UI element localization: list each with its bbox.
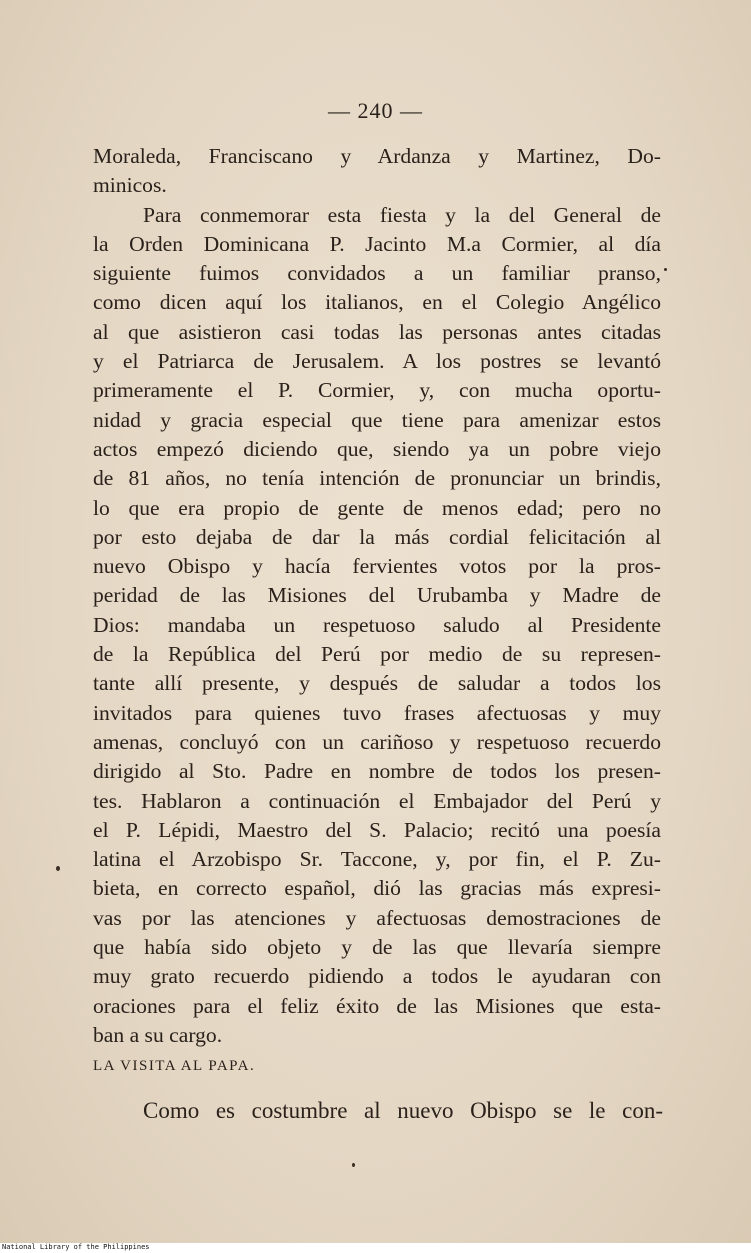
text-line: como dicen aquí los italianos, en el Colegio Angélico <box>93 290 661 315</box>
text-line: lo que era propio de gente de menos edad; pero no <box>93 495 661 520</box>
footer-text: National Library of the Philippines <box>2 1243 150 1251</box>
text-line: Para conmemorar esta fiesta y la del General de <box>143 202 661 227</box>
text-line: nidad y gracia especial que tiene para amenizar estos <box>93 407 661 432</box>
text-line: actos empezó diciendo que, siendo ya un pobre viejo <box>93 436 661 461</box>
text-line: la Orden Dominicana P. Jacinto M.a Cormier, al día <box>93 231 661 256</box>
page-number: — 240 — <box>328 98 423 123</box>
text-line: latina el Arzobispo Sr. Taccone, y, por fin, el P. Zu- <box>93 847 661 872</box>
text-line: Moraleda, Franciscano y Ardanza y Martinez, Do- <box>93 144 661 168</box>
text-line: por esto dejaba de dar la más cordial felicitación al <box>93 524 661 549</box>
section-first-line: Como es costumbre al nuevo Obispo se le con- <box>143 1098 663 1123</box>
body-text <box>93 142 661 1050</box>
text-line: bieta, en correcto español, dió las gracias más expresi- <box>93 876 661 901</box>
text-line: nuevo Obispo y hacía fervientes votos por la pros- <box>93 554 661 579</box>
text-line: que había sido objeto y de las que llevaría siempre <box>93 935 661 960</box>
text-line: y el Patriarca de Jerusalem. A los postres se levantó <box>93 349 661 374</box>
section-heading: LA VISITA AL PAPA. <box>93 1058 256 1074</box>
text-line: minicos. <box>93 173 167 198</box>
text-line: vas por las atenciones y afectuosas demostraciones de <box>93 905 661 930</box>
text-line: peridad de las Misiones del Urubamba y Madre de <box>93 583 661 608</box>
text-line: primeramente el P. Cormier, y, con mucha oportu- <box>93 378 661 403</box>
text-line: de 81 años, no tenía intención de pronunciar un brindis, <box>93 466 661 491</box>
ink-speck <box>56 866 60 871</box>
text-line: siguiente fuimos convidados a un familiar pranso, <box>93 261 661 286</box>
text-line: el P. Lépidi, Maestro del S. Palacio; recitó una poesía <box>93 817 661 842</box>
text-line: Dios: mandaba un respetuoso saludo al Presidente <box>93 612 661 637</box>
text-line: muy grato recuerdo pidiendo a todos le ayudaran con <box>93 964 661 989</box>
text-line: tes. Hablaron a continuación el Embajador del Perú y <box>93 788 661 813</box>
library-footer <box>0 1243 751 1253</box>
text-line: al que asistieron casi todas las personas antes citadas <box>93 319 661 344</box>
text-line: tante allí presente, y después de saludar a todos los <box>93 671 661 696</box>
text-line: oraciones para el feliz éxito de las Misiones que esta- <box>93 993 661 1018</box>
text-line: de la República del Perú por medio de su represen- <box>93 642 661 667</box>
text-line: amenas, concluyó con un cariñoso y respetuoso recuerdo <box>93 729 661 754</box>
text-line: invitados para quienes tuvo frases afectuosas y muy <box>93 700 661 725</box>
ink-speck <box>352 1163 355 1167</box>
text-line: dirigido al Sto. Padre en nombre de todos los presen- <box>93 759 661 784</box>
ink-speck <box>664 268 667 271</box>
text-line: ban a su cargo. <box>93 1022 223 1047</box>
